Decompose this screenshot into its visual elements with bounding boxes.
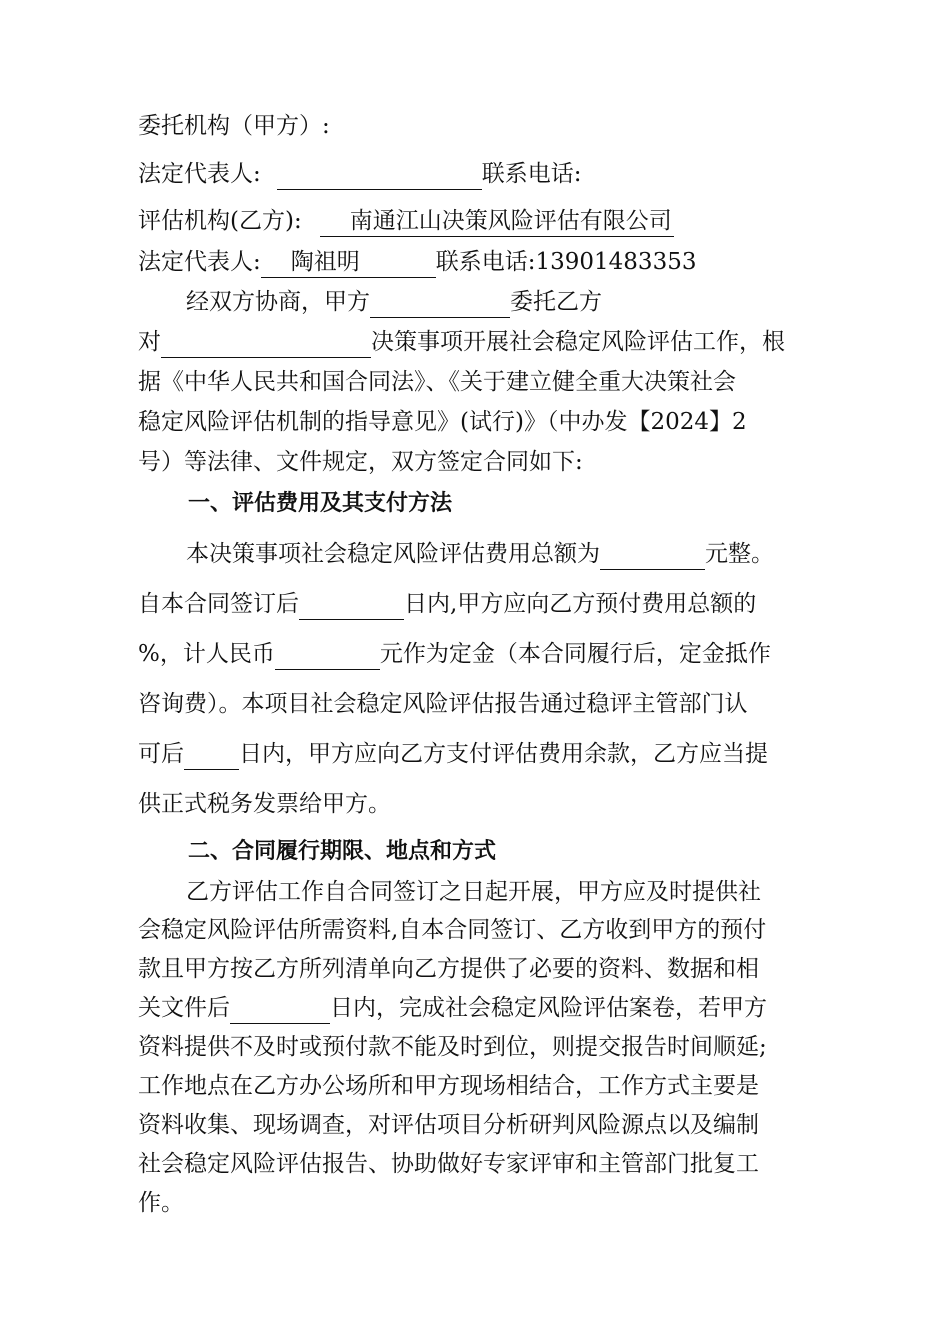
s2-line-9: 作。	[138, 1190, 184, 1216]
client-label: 委托机构（甲方）:	[138, 113, 330, 139]
intro-matter-blank[interactable]	[161, 331, 371, 358]
agency-phone: 联系电话:13901483353	[435, 249, 697, 275]
intro-line-2: 对 决策事项开展社会稳定风险评估工作，根	[138, 326, 785, 358]
s2-line-4: 关文件后 日内，完成社会稳定风险评估案卷，若甲方	[138, 992, 767, 1024]
client-phone-label: 联系电话:	[481, 161, 582, 187]
balance-days-blank[interactable]	[184, 743, 239, 770]
intro-line-4: 稳定风险评估机制的指导意见》(试行)》（中办发【2024】2	[138, 409, 747, 435]
deposit-amount-blank[interactable]	[275, 643, 380, 670]
agency-rep-line	[138, 246, 696, 278]
s2-line-1: 乙方评估工作自合同签订之日起开展，甲方应及时提供社	[186, 879, 761, 905]
s2-line-7: 资料收集、现场调查，对评估项目分析研判风险源点以及编制	[138, 1112, 759, 1138]
intro-line-5: 号）等法律、文件规定，双方签定合同如下:	[138, 449, 583, 475]
client-rep-label: 法定代表人:	[138, 161, 261, 187]
s1-line-4: 咨询费）。本项目社会稳定风险评估报告通过稳评主管部门认	[138, 691, 748, 717]
s2-line-2: 会稳定风险评估所需资料,自本合同签订、乙方收到甲方的预付	[138, 917, 767, 943]
section-2-title: 二、合同履行期限、地点和方式	[188, 839, 497, 864]
intro-line-3: 据《中华人民共和国合同法》、《关于建立健全重大决策社会	[138, 369, 736, 395]
client-rep-line	[138, 158, 582, 190]
s1-line-3: %，计人民币 元作为定金（本合同履行后，定金抵作	[138, 638, 771, 670]
intro-client-blank[interactable]	[370, 291, 510, 318]
agency-line	[138, 205, 674, 237]
total-fee-blank[interactable]	[600, 543, 705, 570]
section-1-title: 一、评估费用及其支付方法	[188, 491, 453, 516]
intro-line-1: 经双方协商，甲方 委托乙方	[186, 286, 602, 318]
s2-line-3: 款且甲方按乙方所列清单向乙方提供了必要的资料、数据和相	[138, 956, 759, 982]
s2-line-6: 工作地点在乙方办公场所和甲方现场相结合，工作方式主要是	[138, 1073, 759, 1099]
s1-line-1: 本决策事项社会稳定风险评估费用总额为 元整。	[186, 538, 774, 570]
s2-line-5: 资料提供不及时或预付款不能及时到位，则提交报告时间顺延;	[138, 1034, 767, 1060]
client-rep-blank[interactable]	[277, 163, 482, 190]
s1-line-5: 可后 日内，甲方应向乙方支付评估费用余款，乙方应当提	[138, 738, 768, 770]
s1-line-2: 自本合同签订后 日内,甲方应向乙方预付费用总额的	[138, 588, 756, 620]
prepay-days-blank[interactable]	[299, 593, 404, 620]
agency-label: 评估机构(乙方):	[138, 208, 302, 234]
agency-rep-name: 陶祖明	[261, 247, 436, 278]
s1-line-6: 供正式税务发票给甲方。	[138, 791, 391, 817]
completion-days-blank[interactable]	[230, 997, 330, 1024]
agency-name: 南通江山决策风险评估有限公司	[320, 206, 674, 237]
s2-line-8: 社会稳定风险评估报告、协助做好专家评审和主管部门批复工	[138, 1151, 759, 1177]
agency-rep-label: 法定代表人:	[138, 249, 261, 275]
